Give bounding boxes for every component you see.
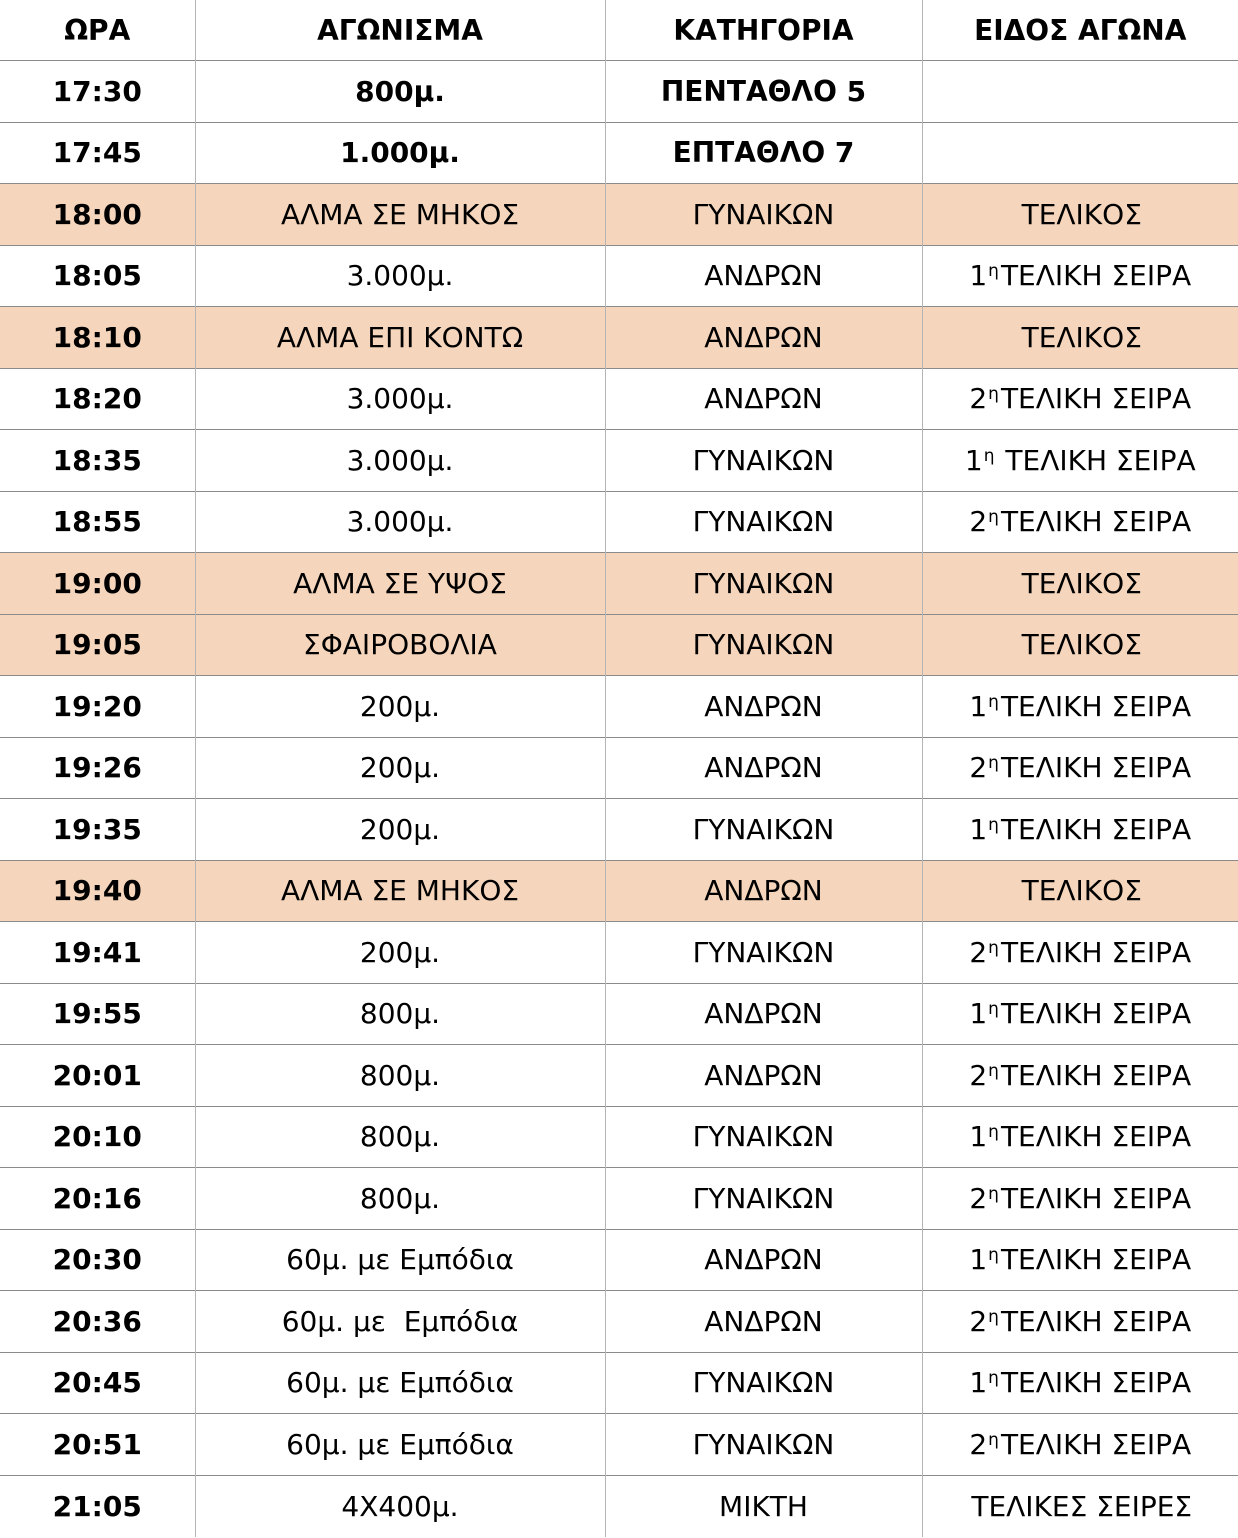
cell-event: 800μ.	[195, 61, 605, 123]
cell-event: 800μ.	[195, 1045, 605, 1107]
type-ordinal-suffix: η	[988, 753, 999, 774]
type-label: ΤΕΛΙΚΗ ΣΕΙΡΑ	[1000, 1366, 1192, 1400]
cell-category: ΑΝΔΡΩΝ	[605, 737, 922, 799]
type-number: 1	[969, 997, 988, 1031]
cell-event: 1.000μ.	[195, 122, 605, 184]
cell-type	[922, 1045, 1238, 1107]
type-number: 2	[969, 382, 988, 416]
table-row	[0, 1414, 1238, 1476]
cell-time: 17:45	[0, 122, 195, 184]
type-label: ΤΕΛΙΚΟΣ	[1021, 197, 1142, 231]
table-row	[0, 1291, 1238, 1353]
cell-event: ΑΛΜΑ ΣΕ ΥΨΟΣ	[195, 553, 605, 615]
type-number: 2	[969, 935, 988, 969]
cell-type	[922, 553, 1238, 615]
cell-event: 3.000μ.	[195, 491, 605, 553]
cell-time: 18:05	[0, 245, 195, 307]
cell-time: 19:26	[0, 737, 195, 799]
type-ordinal-suffix: η	[988, 1183, 999, 1204]
table-row	[0, 676, 1238, 738]
table-row	[0, 245, 1238, 307]
cell-type	[922, 61, 1238, 123]
cell-event: 60μ. με Εμπόδια	[195, 1291, 605, 1353]
cell-type	[922, 1229, 1238, 1291]
cell-time: 19:40	[0, 860, 195, 922]
cell-time: 20:10	[0, 1106, 195, 1168]
table-row	[0, 799, 1238, 861]
cell-event: 60μ. με Εμπόδια	[195, 1414, 605, 1476]
type-ordinal-suffix: η	[983, 445, 995, 466]
cell-type	[922, 676, 1238, 738]
cell-event: 200μ.	[195, 676, 605, 738]
cell-category: ΑΝΔΡΩΝ	[605, 1045, 922, 1107]
cell-event: ΑΛΜΑ ΕΠΙ ΚΟΝΤΩ	[195, 307, 605, 369]
cell-time: 20:51	[0, 1414, 195, 1476]
header-category: ΚΑΤΗΓΟΡΙΑ	[605, 0, 922, 61]
type-label: ΤΕΛΙΚΗ ΣΕΙΡΑ	[1000, 1243, 1192, 1277]
cell-event: 4Χ400μ.	[195, 1475, 605, 1537]
type-label: ΤΕΛΙΚΗ ΣΕΙΡΑ	[1000, 382, 1192, 416]
type-label: ΤΕΛΙΚΗ ΣΕΙΡΑ	[1000, 689, 1192, 723]
table-body	[0, 61, 1238, 1537]
type-label: ΤΕΛΙΚΗ ΣΕΙΡΑ	[1000, 259, 1192, 293]
cell-event: 3.000μ.	[195, 430, 605, 492]
type-label: ΤΕΛΙΚΗ ΣΕΙΡΑ	[1000, 997, 1192, 1031]
cell-category: ΑΝΔΡΩΝ	[605, 860, 922, 922]
cell-category: ΑΝΔΡΩΝ	[605, 983, 922, 1045]
type-label: ΤΕΛΙΚΗ ΣΕΙΡΑ	[1000, 505, 1192, 539]
type-ordinal-suffix: η	[988, 261, 999, 282]
cell-category: ΑΝΔΡΩΝ	[605, 1229, 922, 1291]
cell-category: ΓΥΝΑΙΚΩΝ	[605, 430, 922, 492]
cell-type	[922, 122, 1238, 184]
cell-time: 19:00	[0, 553, 195, 615]
cell-type	[922, 430, 1238, 492]
cell-time: 20:01	[0, 1045, 195, 1107]
type-label: ΤΕΛΙΚΟΣ	[1021, 566, 1142, 600]
type-number: 2	[969, 1427, 988, 1461]
type-number: 1	[969, 259, 988, 293]
table-row	[0, 922, 1238, 984]
type-label: ΤΕΛΙΚΗ ΣΕΙΡΑ	[1000, 812, 1192, 846]
table-row	[0, 184, 1238, 246]
cell-category: ΓΥΝΑΙΚΩΝ	[605, 799, 922, 861]
cell-time: 19:55	[0, 983, 195, 1045]
type-ordinal-suffix: η	[988, 1122, 999, 1143]
type-ordinal-suffix: η	[988, 999, 999, 1020]
cell-time: 20:45	[0, 1352, 195, 1414]
cell-category: ΓΥΝΑΙΚΩΝ	[605, 614, 922, 676]
cell-type	[922, 922, 1238, 984]
cell-event: 60μ. με Εμπόδια	[195, 1352, 605, 1414]
type-ordinal-suffix: η	[988, 937, 999, 958]
cell-category: ΕΠΤΑΘΛΟ 7	[605, 122, 922, 184]
cell-category: ΓΥΝΑΙΚΩΝ	[605, 1414, 922, 1476]
cell-category: ΓΥΝΑΙΚΩΝ	[605, 553, 922, 615]
cell-type	[922, 491, 1238, 553]
type-number: 2	[969, 1304, 988, 1338]
cell-type	[922, 983, 1238, 1045]
table-row	[0, 307, 1238, 369]
cell-type	[922, 368, 1238, 430]
table-row	[0, 368, 1238, 430]
cell-category: ΓΥΝΑΙΚΩΝ	[605, 1168, 922, 1230]
table-row	[0, 491, 1238, 553]
type-ordinal-suffix: η	[988, 1306, 999, 1327]
cell-type	[922, 1291, 1238, 1353]
cell-type	[922, 799, 1238, 861]
type-label: ΤΕΛΙΚΗ ΣΕΙΡΑ	[1000, 751, 1192, 785]
type-ordinal-suffix: η	[988, 1060, 999, 1081]
cell-type	[922, 1352, 1238, 1414]
type-number: 2	[969, 751, 988, 785]
cell-type	[922, 1106, 1238, 1168]
table-row	[0, 430, 1238, 492]
cell-category: ΜΙΚΤΗ	[605, 1475, 922, 1537]
type-number: 1	[969, 1120, 988, 1154]
table-row	[0, 122, 1238, 184]
cell-type	[922, 307, 1238, 369]
type-label: ΤΕΛΙΚΟΣ	[1021, 874, 1142, 908]
type-label: ΤΕΛΙΚΗ ΣΕΙΡΑ	[1000, 1427, 1192, 1461]
cell-type	[922, 245, 1238, 307]
type-ordinal-suffix: η	[988, 1245, 999, 1266]
type-number: 2	[969, 1058, 988, 1092]
table-row	[0, 61, 1238, 123]
table-row	[0, 1168, 1238, 1230]
cell-event: 200μ.	[195, 799, 605, 861]
type-number: 1	[969, 1366, 988, 1400]
cell-time: 20:16	[0, 1168, 195, 1230]
cell-category: ΑΝΔΡΩΝ	[605, 307, 922, 369]
type-label: ΤΕΛΙΚΗ ΣΕΙΡΑ	[1000, 1058, 1192, 1092]
table-row	[0, 983, 1238, 1045]
type-ordinal-suffix: η	[988, 1429, 999, 1450]
cell-event: ΑΛΜΑ ΣΕ ΜΗΚΟΣ	[195, 860, 605, 922]
cell-time: 19:20	[0, 676, 195, 738]
cell-type	[922, 614, 1238, 676]
header-time: ΩΡΑ	[64, 13, 131, 47]
header-row	[0, 0, 1238, 61]
cell-event: 800μ.	[195, 1168, 605, 1230]
cell-event: 200μ.	[195, 737, 605, 799]
type-label: ΤΕΛΙΚΗ ΣΕΙΡΑ	[1000, 935, 1192, 969]
type-number: 2	[969, 505, 988, 539]
cell-event: 60μ. με Εμπόδια	[195, 1229, 605, 1291]
cell-category: ΑΝΔΡΩΝ	[605, 368, 922, 430]
type-label: ΤΕΛΙΚΕΣ ΣΕΙΡΕΣ	[971, 1489, 1193, 1523]
cell-time: 18:35	[0, 430, 195, 492]
type-ordinal-suffix: η	[988, 1368, 999, 1389]
cell-time: 18:55	[0, 491, 195, 553]
table-row	[0, 1106, 1238, 1168]
cell-event: 800μ.	[195, 1106, 605, 1168]
cell-time: 17:30	[0, 61, 195, 123]
cell-time: 21:05	[0, 1475, 195, 1537]
cell-type	[922, 1414, 1238, 1476]
type-number: 1	[969, 1243, 988, 1277]
cell-event: 800μ.	[195, 983, 605, 1045]
table-row	[0, 1045, 1238, 1107]
cell-time: 18:20	[0, 368, 195, 430]
table-row	[0, 1475, 1238, 1537]
cell-type	[922, 860, 1238, 922]
table-row	[0, 614, 1238, 676]
type-label: ΤΕΛΙΚΗ ΣΕΙΡΑ	[1000, 1304, 1192, 1338]
type-label: ΤΕΛΙΚΗ ΣΕΙΡΑ	[996, 443, 1196, 477]
table-row	[0, 1229, 1238, 1291]
cell-category: ΑΝΔΡΩΝ	[605, 1291, 922, 1353]
cell-event: ΑΛΜΑ ΣΕ ΜΗΚΟΣ	[195, 184, 605, 246]
cell-time: 19:41	[0, 922, 195, 984]
type-ordinal-suffix: η	[988, 384, 999, 405]
table-header	[0, 0, 1238, 61]
cell-category: ΓΥΝΑΙΚΩΝ	[605, 1352, 922, 1414]
cell-event: 3.000μ.	[195, 368, 605, 430]
type-number: 2	[969, 1181, 988, 1215]
type-label: ΤΕΛΙΚΗ ΣΕΙΡΑ	[1000, 1181, 1192, 1215]
type-label: ΤΕΛΙΚΟΣ	[1021, 628, 1142, 662]
cell-category: ΓΥΝΑΙΚΩΝ	[605, 491, 922, 553]
cell-time: 19:35	[0, 799, 195, 861]
cell-category: ΓΥΝΑΙΚΩΝ	[605, 922, 922, 984]
cell-time: 19:05	[0, 614, 195, 676]
type-ordinal-suffix: η	[988, 507, 999, 528]
cell-time: 20:36	[0, 1291, 195, 1353]
cell-time: 18:10	[0, 307, 195, 369]
cell-type	[922, 184, 1238, 246]
table-row	[0, 553, 1238, 615]
cell-event: 3.000μ.	[195, 245, 605, 307]
header-type: ΕΙΔΟΣ ΑΓΩΝΑ	[922, 0, 1238, 61]
cell-event: ΣΦΑΙΡΟΒΟΛΙΑ	[195, 614, 605, 676]
table-row	[0, 860, 1238, 922]
header-event: ΑΓΩΝΙΣΜΑ	[195, 0, 605, 61]
type-number: 1	[964, 443, 983, 477]
table-row	[0, 737, 1238, 799]
type-number: 1	[969, 812, 988, 846]
cell-category: ΑΝΔΡΩΝ	[605, 245, 922, 307]
type-ordinal-suffix: η	[988, 691, 999, 712]
cell-event: 200μ.	[195, 922, 605, 984]
cell-type	[922, 737, 1238, 799]
cell-type	[922, 1168, 1238, 1230]
cell-category: ΓΥΝΑΙΚΩΝ	[605, 184, 922, 246]
cell-category: ΑΝΔΡΩΝ	[605, 676, 922, 738]
cell-category: ΓΥΝΑΙΚΩΝ	[605, 1106, 922, 1168]
table-row	[0, 1352, 1238, 1414]
cell-type	[922, 1475, 1238, 1537]
cell-time: 18:00	[0, 184, 195, 246]
type-label: ΤΕΛΙΚΗ ΣΕΙΡΑ	[1000, 1120, 1192, 1154]
type-label: ΤΕΛΙΚΟΣ	[1021, 320, 1142, 354]
type-number: 1	[969, 689, 988, 723]
cell-time: 20:30	[0, 1229, 195, 1291]
type-ordinal-suffix: η	[988, 814, 999, 835]
cell-category: ΠΕΝΤΑΘΛΟ 5	[605, 61, 922, 123]
